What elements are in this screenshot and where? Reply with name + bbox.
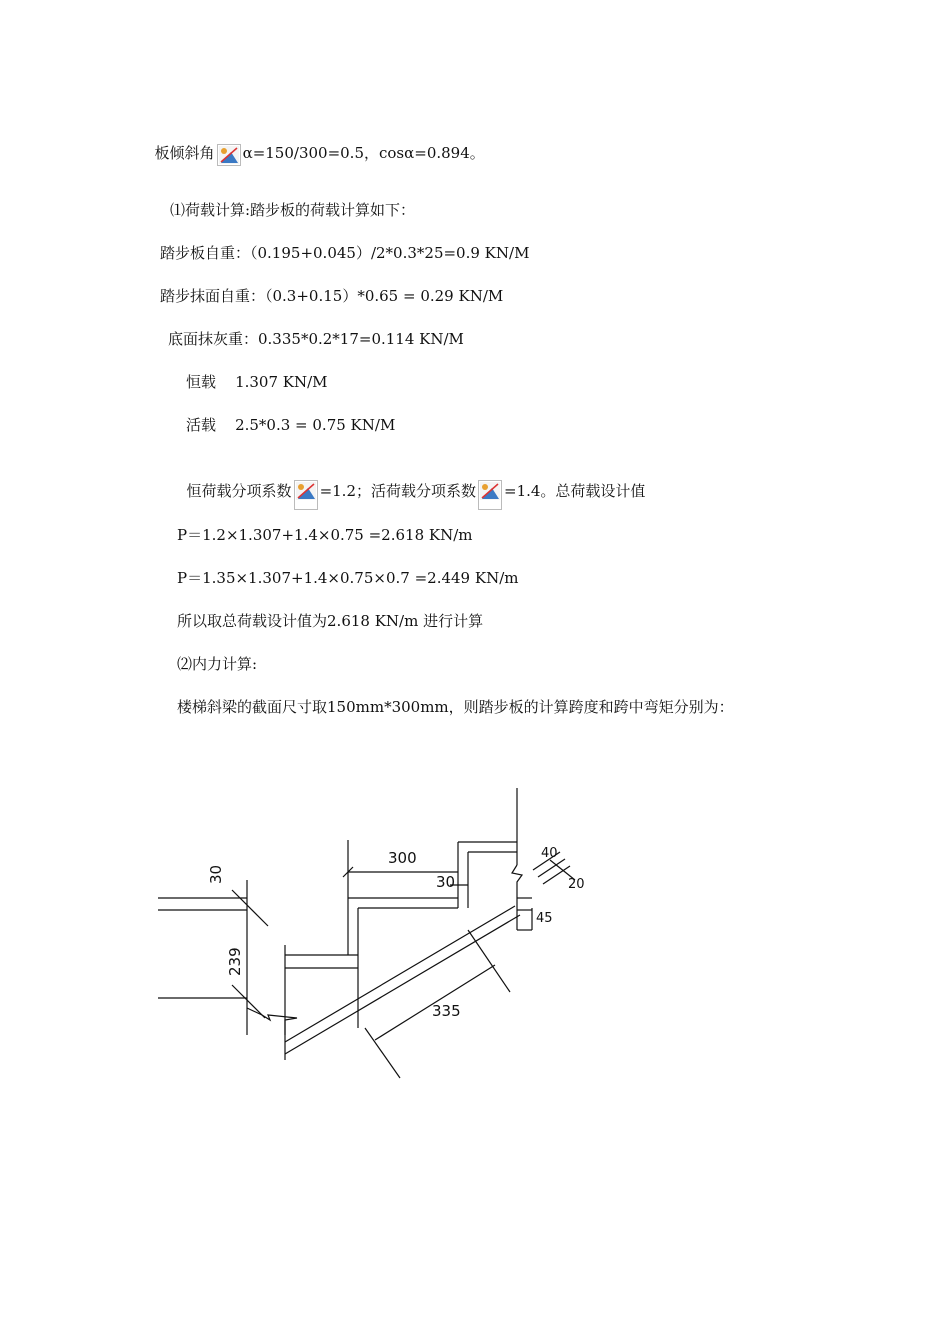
factor-part3: =1.4。总荷载设计值 — [504, 482, 646, 500]
formula-image-icon — [478, 480, 502, 510]
live-load-line: 活载 2.5*0.3 = 0.75 KN/M — [186, 416, 396, 434]
dim-239-tick — [232, 985, 265, 1018]
formula-image-icon — [217, 144, 241, 166]
dim-40-tick-3 — [543, 866, 570, 884]
dim-239-label: 239 — [226, 947, 244, 976]
break-line-left — [247, 1008, 297, 1035]
factor-line — [177, 460, 645, 510]
bottom-plaster-line: 底面抹灰重：0.335*0.2*17=0.114 KN/M — [168, 330, 464, 348]
stair-section-drawing — [150, 780, 620, 1090]
beam-text-line: 楼梯斜梁的截面尺寸取150mm*300mm，则踏步板的计算跨度和跨中弯矩分别为： — [177, 698, 734, 716]
plaster-weight-line: 踏步抹面自重：（0.3+0.15）*0.65 = 0.29 KN/M — [160, 287, 504, 305]
inclined-slab-bottom — [285, 915, 520, 1054]
angle-prefix: 板倾斜角 — [154, 144, 215, 162]
p1-line: P＝1.2×1.307+1.4×0.75 =2.618 KN/m — [177, 526, 473, 544]
conclusion-line: 所以取总荷载设计值为2.618 KN/m 进行计算 — [177, 612, 484, 630]
dim-335-label: 335 — [432, 1002, 461, 1020]
dim-335-ext-2 — [468, 930, 510, 992]
factor-part2: =1.2；活荷载分项系数 — [319, 482, 476, 500]
p2-line: P＝1.35×1.307+1.4×0.75×0.7 =2.449 KN/m — [177, 569, 519, 587]
dim-30-top-label: 30 — [436, 873, 456, 891]
self-weight-line: 踏步板自重：（0.195+0.045）/2*0.3*25=0.9 KN/M — [160, 244, 530, 262]
dim-40-label: 40 — [541, 846, 558, 861]
factor-part1: 恒荷载分项系数 — [186, 482, 292, 500]
internal-heading: ⑵内力计算: — [177, 655, 258, 673]
dim-45-label: 45 — [536, 911, 553, 926]
load-heading: ⑴荷载计算:踏步板的荷载计算如下： — [170, 201, 416, 219]
dim-30-left-tick — [232, 890, 268, 926]
angle-formula: α=150/300=0.5，cosα=0.894。 — [242, 144, 485, 162]
dim-20-label: 20 — [568, 877, 585, 892]
angle-line — [145, 123, 485, 166]
formula-image-icon — [294, 480, 318, 510]
dim-300-label: 300 — [388, 849, 417, 867]
dead-load-line: 恒载 1.307 KN/M — [186, 373, 328, 391]
dim-30-left-label: 30 — [207, 864, 225, 884]
